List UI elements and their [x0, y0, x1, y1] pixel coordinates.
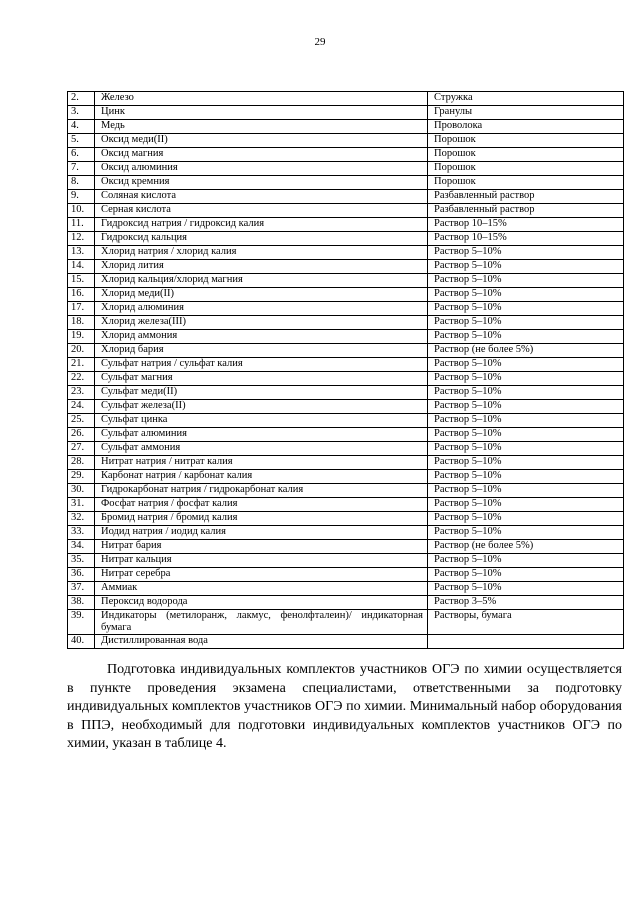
- row-number-cell: 28.: [68, 456, 95, 470]
- reagent-name-cell: Нитрат кальция: [95, 554, 428, 568]
- table-row: [68, 330, 624, 344]
- reagent-name-cell: Карбонат натрия / карбонат калия: [95, 470, 428, 484]
- row-number-cell: 12.: [68, 232, 95, 246]
- table-row: [68, 526, 624, 540]
- row-number-cell: 26.: [68, 428, 95, 442]
- reagent-form-cell: Раствор 5–10%: [428, 526, 624, 540]
- reagent-form-cell: Проволока: [428, 120, 624, 134]
- reagent-name-cell: Хлорид меди(II): [95, 288, 428, 302]
- reagent-form-cell: Раствор 3–5%: [428, 596, 624, 610]
- reagent-form-cell: Раствор 5–10%: [428, 512, 624, 526]
- reagents-table: [67, 91, 624, 649]
- reagent-form-cell: Стружка: [428, 92, 624, 106]
- reagent-form-cell: Раствор 5–10%: [428, 484, 624, 498]
- table-row: [68, 372, 624, 386]
- reagent-name-cell: Дистиллированная вода: [95, 635, 428, 649]
- row-number-cell: 29.: [68, 470, 95, 484]
- table-row: [68, 470, 624, 484]
- reagents-table-body: [68, 92, 624, 649]
- reagent-name-cell: Серная кислота: [95, 204, 428, 218]
- row-number-cell: 23.: [68, 386, 95, 400]
- table-row: [68, 302, 624, 316]
- table-row: [68, 540, 624, 554]
- row-number-cell: 35.: [68, 554, 95, 568]
- reagent-name-cell: Нитрат серебра: [95, 568, 428, 582]
- reagent-name-cell: Хлорид железа(III): [95, 316, 428, 330]
- reagent-form-cell: Раствор 5–10%: [428, 582, 624, 596]
- reagent-name-cell: Сульфат цинка: [95, 414, 428, 428]
- reagent-form-cell: Раствор 5–10%: [428, 274, 624, 288]
- row-number-cell: 6.: [68, 148, 95, 162]
- reagent-form-cell: Раствор 5–10%: [428, 386, 624, 400]
- row-number-cell: 22.: [68, 372, 95, 386]
- table-row: [68, 120, 624, 134]
- table-row: [68, 596, 624, 610]
- table-row: [68, 176, 624, 190]
- table-row: [68, 512, 624, 526]
- reagent-form-cell: Раствор 5–10%: [428, 498, 624, 512]
- row-number-cell: 16.: [68, 288, 95, 302]
- reagent-name-cell: Нитрат натрия / нитрат калия: [95, 456, 428, 470]
- reagent-name-cell: Гидроксид натрия / гидроксид калия: [95, 218, 428, 232]
- row-number-cell: 8.: [68, 176, 95, 190]
- reagent-form-cell: Разбавленный раствор: [428, 190, 624, 204]
- reagent-name-cell: Сульфат натрия / сульфат калия: [95, 358, 428, 372]
- reagent-form-cell: Раствор 5–10%: [428, 330, 624, 344]
- reagent-form-cell: Раствор 5–10%: [428, 470, 624, 484]
- table-row: [68, 106, 624, 120]
- reagent-form-cell: Гранулы: [428, 106, 624, 120]
- reagent-form-cell: Раствор 5–10%: [428, 456, 624, 470]
- row-number-cell: 10.: [68, 204, 95, 218]
- reagent-form-cell: Раствор (не более 5%): [428, 344, 624, 358]
- table-row: [68, 246, 624, 260]
- reagent-form-cell: Раствор 5–10%: [428, 554, 624, 568]
- reagent-form-cell: Раствор 5–10%: [428, 316, 624, 330]
- row-number-cell: 27.: [68, 442, 95, 456]
- table-row: [68, 635, 624, 649]
- row-number-cell: 4.: [68, 120, 95, 134]
- reagent-name-cell: Сульфат аммония: [95, 442, 428, 456]
- reagent-name-cell: Бромид натрия / бромид калия: [95, 512, 428, 526]
- reagent-name-cell: Хлорид аммония: [95, 330, 428, 344]
- reagent-form-cell: Раствор 5–10%: [428, 400, 624, 414]
- row-number-cell: 37.: [68, 582, 95, 596]
- reagent-form-cell: Раствор 10–15%: [428, 218, 624, 232]
- row-number-cell: 3.: [68, 106, 95, 120]
- table-row: [68, 386, 624, 400]
- row-number-cell: 30.: [68, 484, 95, 498]
- row-number-cell: 34.: [68, 540, 95, 554]
- table-row: [68, 260, 624, 274]
- reagent-name-cell: Оксид магния: [95, 148, 428, 162]
- table-row: [68, 414, 624, 428]
- table-row: [68, 484, 624, 498]
- row-number-cell: 2.: [68, 92, 95, 106]
- table-row: [68, 400, 624, 414]
- reagent-form-cell: Раствор (не более 5%): [428, 540, 624, 554]
- reagent-name-cell: Сульфат железа(II): [95, 400, 428, 414]
- table-row: [68, 498, 624, 512]
- reagent-form-cell: Растворы, бумага: [428, 610, 624, 635]
- row-number-cell: 39.: [68, 610, 95, 635]
- row-number-cell: 38.: [68, 596, 95, 610]
- row-number-cell: 40.: [68, 635, 95, 649]
- reagent-name-cell: Нитрат бария: [95, 540, 428, 554]
- row-number-cell: 15.: [68, 274, 95, 288]
- table-row: [68, 610, 624, 635]
- reagent-name-cell: Оксид кремния: [95, 176, 428, 190]
- table-row: [68, 316, 624, 330]
- reagent-name-cell: Индикаторы (метилоранж, лакмус, фенолфталеин)/ индикаторная бумага: [95, 610, 428, 635]
- reagent-form-cell: Порошок: [428, 134, 624, 148]
- reagent-name-cell: Оксид алюминия: [95, 162, 428, 176]
- table-row: [68, 190, 624, 204]
- table-row: [68, 134, 624, 148]
- row-number-cell: 20.: [68, 344, 95, 358]
- reagent-name-cell: Оксид меди(II): [95, 134, 428, 148]
- row-number-cell: 32.: [68, 512, 95, 526]
- reagent-name-cell: Сульфат алюминия: [95, 428, 428, 442]
- row-number-cell: 17.: [68, 302, 95, 316]
- row-number-cell: 11.: [68, 218, 95, 232]
- reagent-form-cell: Раствор 5–10%: [428, 428, 624, 442]
- reagent-name-cell: Железо: [95, 92, 428, 106]
- table-row: [68, 148, 624, 162]
- reagent-form-cell: Раствор 5–10%: [428, 442, 624, 456]
- reagent-name-cell: Сульфат магния: [95, 372, 428, 386]
- reagent-name-cell: Гидрокарбонат натрия / гидрокарбонат калия: [95, 484, 428, 498]
- reagent-form-cell: Раствор 5–10%: [428, 414, 624, 428]
- reagent-name-cell: Хлорид алюминия: [95, 302, 428, 316]
- page-number: 29: [314, 36, 326, 48]
- row-number-cell: 14.: [68, 260, 95, 274]
- reagent-name-cell: Аммиак: [95, 582, 428, 596]
- row-number-cell: 24.: [68, 400, 95, 414]
- reagent-name-cell: Гидроксид кальция: [95, 232, 428, 246]
- table-row: [68, 582, 624, 596]
- table-row: [68, 232, 624, 246]
- reagent-form-cell: Раствор 5–10%: [428, 358, 624, 372]
- reagent-form-cell: Раствор 5–10%: [428, 260, 624, 274]
- reagent-name-cell: Иодид натрия / иодид калия: [95, 526, 428, 540]
- table-row: [68, 456, 624, 470]
- reagent-form-cell: Раствор 5–10%: [428, 302, 624, 316]
- table-row: [68, 344, 624, 358]
- reagent-form-cell: Раствор 5–10%: [428, 568, 624, 582]
- body-paragraph: Подготовка индивидуальных комплектов участников ОГЭ по химии осуществляется в пункте проведения экзамена специалистами, ответственными за подготовку индивидуальных комплектов участников ОГЭ по химии. Минимальный набор оборудования в ППЭ, необходимый для подготовки индивидуальных комплектов участников ОГЭ по химии, указан в таблице 4.: [67, 662, 622, 752]
- row-number-cell: 13.: [68, 246, 95, 260]
- table-row: [68, 288, 624, 302]
- reagent-name-cell: Сульфат меди(II): [95, 386, 428, 400]
- reagent-name-cell: Хлорид лития: [95, 260, 428, 274]
- table-row: [68, 428, 624, 442]
- reagent-form-cell: Раствор 5–10%: [428, 288, 624, 302]
- row-number-cell: 31.: [68, 498, 95, 512]
- table-row: [68, 442, 624, 456]
- reagent-form-cell: [428, 635, 624, 649]
- reagent-form-cell: Порошок: [428, 162, 624, 176]
- table-row: [68, 218, 624, 232]
- row-number-cell: 36.: [68, 568, 95, 582]
- reagent-name-cell: Медь: [95, 120, 428, 134]
- row-number-cell: 33.: [68, 526, 95, 540]
- row-number-cell: 21.: [68, 358, 95, 372]
- table-row: [68, 554, 624, 568]
- reagent-name-cell: Пероксид водорода: [95, 596, 428, 610]
- reagent-form-cell: Раствор 5–10%: [428, 372, 624, 386]
- row-number-cell: 7.: [68, 162, 95, 176]
- reagent-name-cell: Хлорид натрия / хлорид калия: [95, 246, 428, 260]
- row-number-cell: 9.: [68, 190, 95, 204]
- reagent-name-cell: Хлорид бария: [95, 344, 428, 358]
- reagent-name-cell: Хлорид кальция/хлорид магния: [95, 274, 428, 288]
- reagent-form-cell: Порошок: [428, 148, 624, 162]
- table-row: [68, 162, 624, 176]
- table-row: [68, 92, 624, 106]
- reagent-form-cell: Раствор 5–10%: [428, 246, 624, 260]
- row-number-cell: 19.: [68, 330, 95, 344]
- row-number-cell: 18.: [68, 316, 95, 330]
- reagent-form-cell: Порошок: [428, 176, 624, 190]
- reagent-name-cell: Цинк: [95, 106, 428, 120]
- reagent-form-cell: Разбавленный раствор: [428, 204, 624, 218]
- reagent-name-cell: Фосфат натрия / фосфат калия: [95, 498, 428, 512]
- table-row: [68, 204, 624, 218]
- row-number-cell: 5.: [68, 134, 95, 148]
- table-row: [68, 274, 624, 288]
- row-number-cell: 25.: [68, 414, 95, 428]
- reagent-name-cell: Соляная кислота: [95, 190, 428, 204]
- table-row: [68, 358, 624, 372]
- table-row: [68, 568, 624, 582]
- reagent-form-cell: Раствор 10–15%: [428, 232, 624, 246]
